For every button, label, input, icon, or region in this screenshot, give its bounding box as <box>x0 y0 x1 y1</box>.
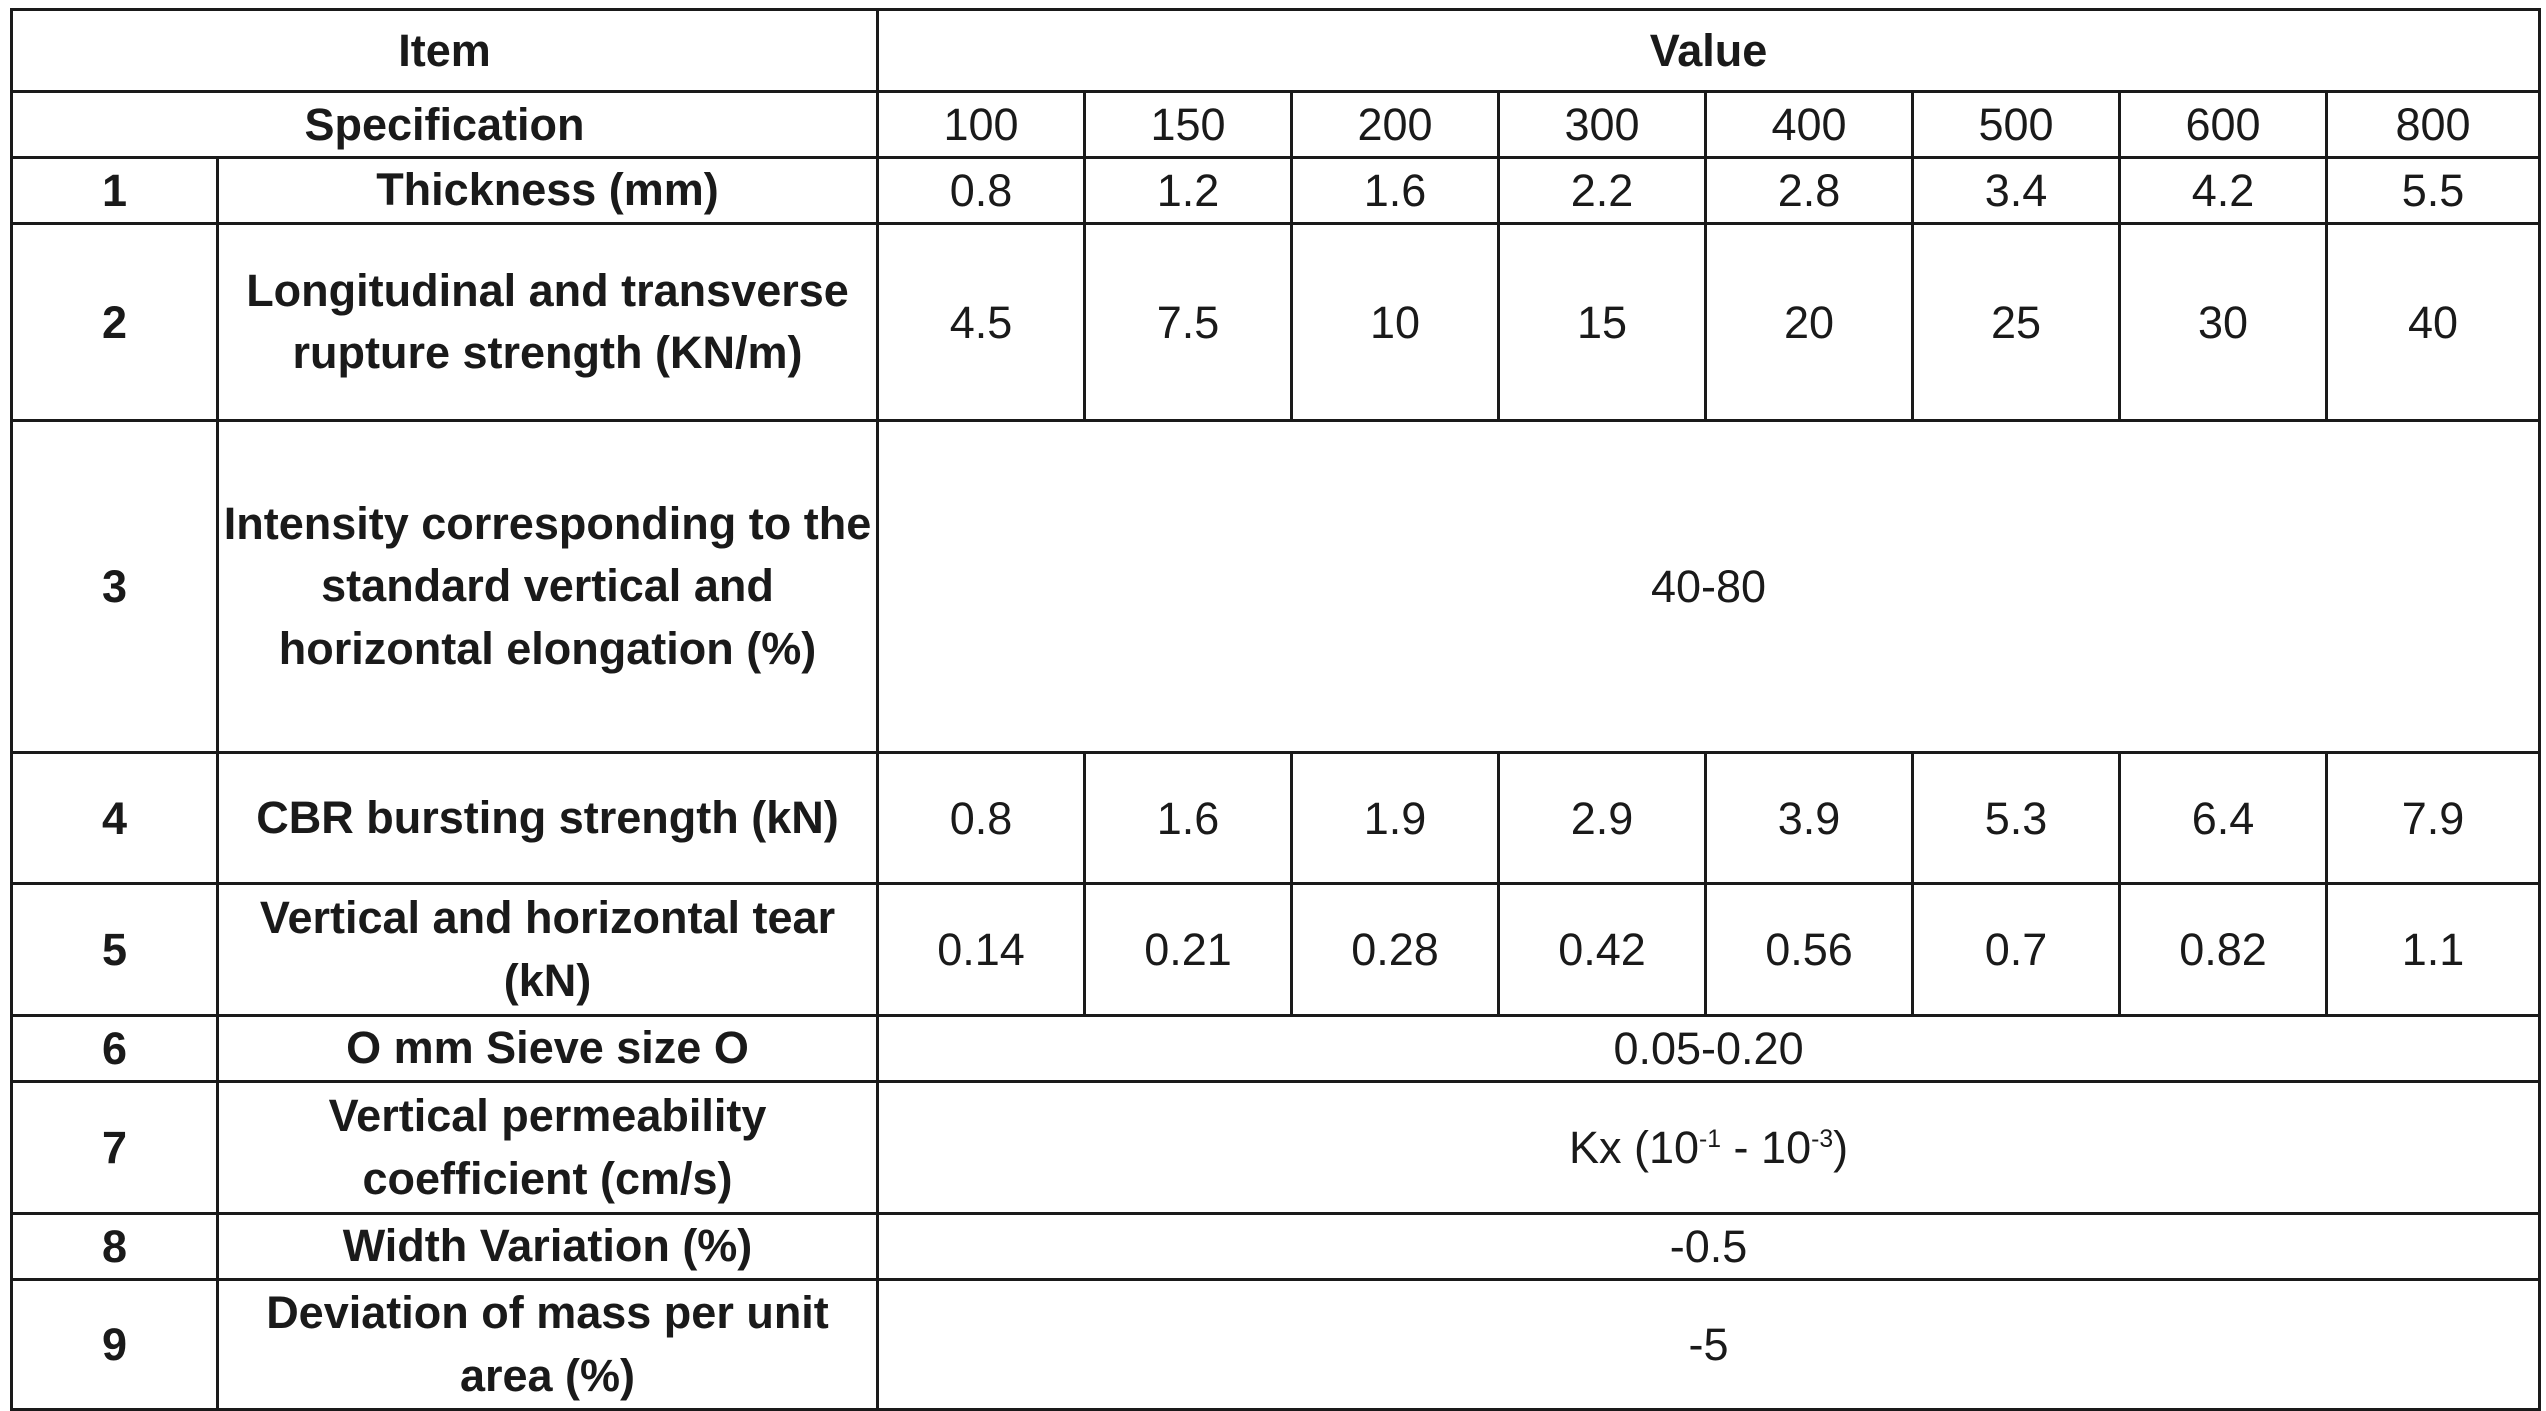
row-value: 2.2 <box>1499 158 1706 224</box>
row-value: 0.8 <box>878 753 1085 884</box>
table-row <box>12 158 2540 224</box>
specification-row <box>12 92 2540 158</box>
row-value: 0.82 <box>2120 884 2327 1016</box>
merged-value: 0.05-0.20 <box>878 1016 2540 1082</box>
table-row <box>12 1280 2540 1410</box>
row-value: 30 <box>2120 224 2327 421</box>
header-value: Value <box>878 10 2540 92</box>
row-value: 0.42 <box>1499 884 1706 1016</box>
exponent-2: -3 <box>1811 1126 1834 1153</box>
row-value: 6.4 <box>2120 753 2327 884</box>
table-row <box>12 1214 2540 1280</box>
row-number: 1 <box>12 158 218 224</box>
kx-middle: - 10 <box>1721 1122 1812 1173</box>
row-number: 7 <box>12 1082 218 1214</box>
row-value: 0.21 <box>1085 884 1292 1016</box>
row-label: Longitudinal and transverse rupture strength (KN/m) <box>218 224 878 421</box>
merged-value: 40-80 <box>878 421 2540 753</box>
row-value: 0.7 <box>1913 884 2120 1016</box>
row-label: O mm Sieve size O <box>218 1016 878 1082</box>
row-number: 3 <box>12 421 218 753</box>
row-label: Thickness (mm) <box>218 158 878 224</box>
merged-value-permeability <box>878 1082 2540 1214</box>
table-row <box>12 1082 2540 1214</box>
row-value: 40 <box>2327 224 2540 421</box>
row-number: 2 <box>12 224 218 421</box>
row-value: 3.9 <box>1706 753 1913 884</box>
row-value: 1.9 <box>1292 753 1499 884</box>
row-value: 25 <box>1913 224 2120 421</box>
row-number: 5 <box>12 884 218 1016</box>
table-row <box>12 884 2540 1016</box>
row-value: 20 <box>1706 224 1913 421</box>
row-value: 7.5 <box>1085 224 1292 421</box>
table-row <box>12 1016 2540 1082</box>
row-value: 0.56 <box>1706 884 1913 1016</box>
row-value: 2.8 <box>1706 158 1913 224</box>
kx-prefix: Kx (10 <box>1568 1122 1700 1173</box>
row-value: 1.2 <box>1085 158 1292 224</box>
spec-value: 300 <box>1499 92 1706 158</box>
header-row <box>12 10 2540 92</box>
spec-value: 100 <box>878 92 1085 158</box>
spec-value: 150 <box>1085 92 1292 158</box>
spec-value: 500 <box>1913 92 2120 158</box>
row-value: 4.5 <box>878 224 1085 421</box>
table-row <box>12 753 2540 884</box>
spec-value: 800 <box>2327 92 2540 158</box>
row-value: 0.28 <box>1292 884 1499 1016</box>
row-value: 0.8 <box>878 158 1085 224</box>
row-value: 1.6 <box>1085 753 1292 884</box>
row-label: CBR bursting strength (kN) <box>218 753 878 884</box>
row-value: 4.2 <box>2120 158 2327 224</box>
row-value: 0.14 <box>878 884 1085 1016</box>
row-value: 10 <box>1292 224 1499 421</box>
merged-value: -5 <box>878 1280 2540 1410</box>
row-label: Vertical permeability coefficient (cm/s) <box>218 1082 878 1214</box>
row-number: 8 <box>12 1214 218 1280</box>
specification-table <box>10 8 2541 1411</box>
kx-suffix: ) <box>1833 1122 1849 1173</box>
row-value: 1.1 <box>2327 884 2540 1016</box>
row-value: 15 <box>1499 224 1706 421</box>
row-number: 6 <box>12 1016 218 1082</box>
table-row <box>12 421 2540 753</box>
exponent-1: -1 <box>1699 1126 1722 1153</box>
table-row <box>12 224 2540 421</box>
row-value: 7.9 <box>2327 753 2540 884</box>
row-value: 5.5 <box>2327 158 2540 224</box>
row-value: 3.4 <box>1913 158 2120 224</box>
specification-label: Specification <box>12 92 878 158</box>
merged-value: -0.5 <box>878 1214 2540 1280</box>
spec-value: 400 <box>1706 92 1913 158</box>
row-label: Intensity corresponding to the standard vertical and horizontal elongation (%) <box>218 421 878 753</box>
row-value: 2.9 <box>1499 753 1706 884</box>
row-number: 4 <box>12 753 218 884</box>
row-label: Width Variation (%) <box>218 1214 878 1280</box>
spec-value: 200 <box>1292 92 1499 158</box>
row-label: Vertical and horizontal tear (kN) <box>218 884 878 1016</box>
row-value: 1.6 <box>1292 158 1499 224</box>
row-number: 9 <box>12 1280 218 1410</box>
header-item: Item <box>12 10 878 92</box>
row-label: Deviation of mass per unit area (%) <box>218 1280 878 1410</box>
row-value: 5.3 <box>1913 753 2120 884</box>
spec-value: 600 <box>2120 92 2327 158</box>
